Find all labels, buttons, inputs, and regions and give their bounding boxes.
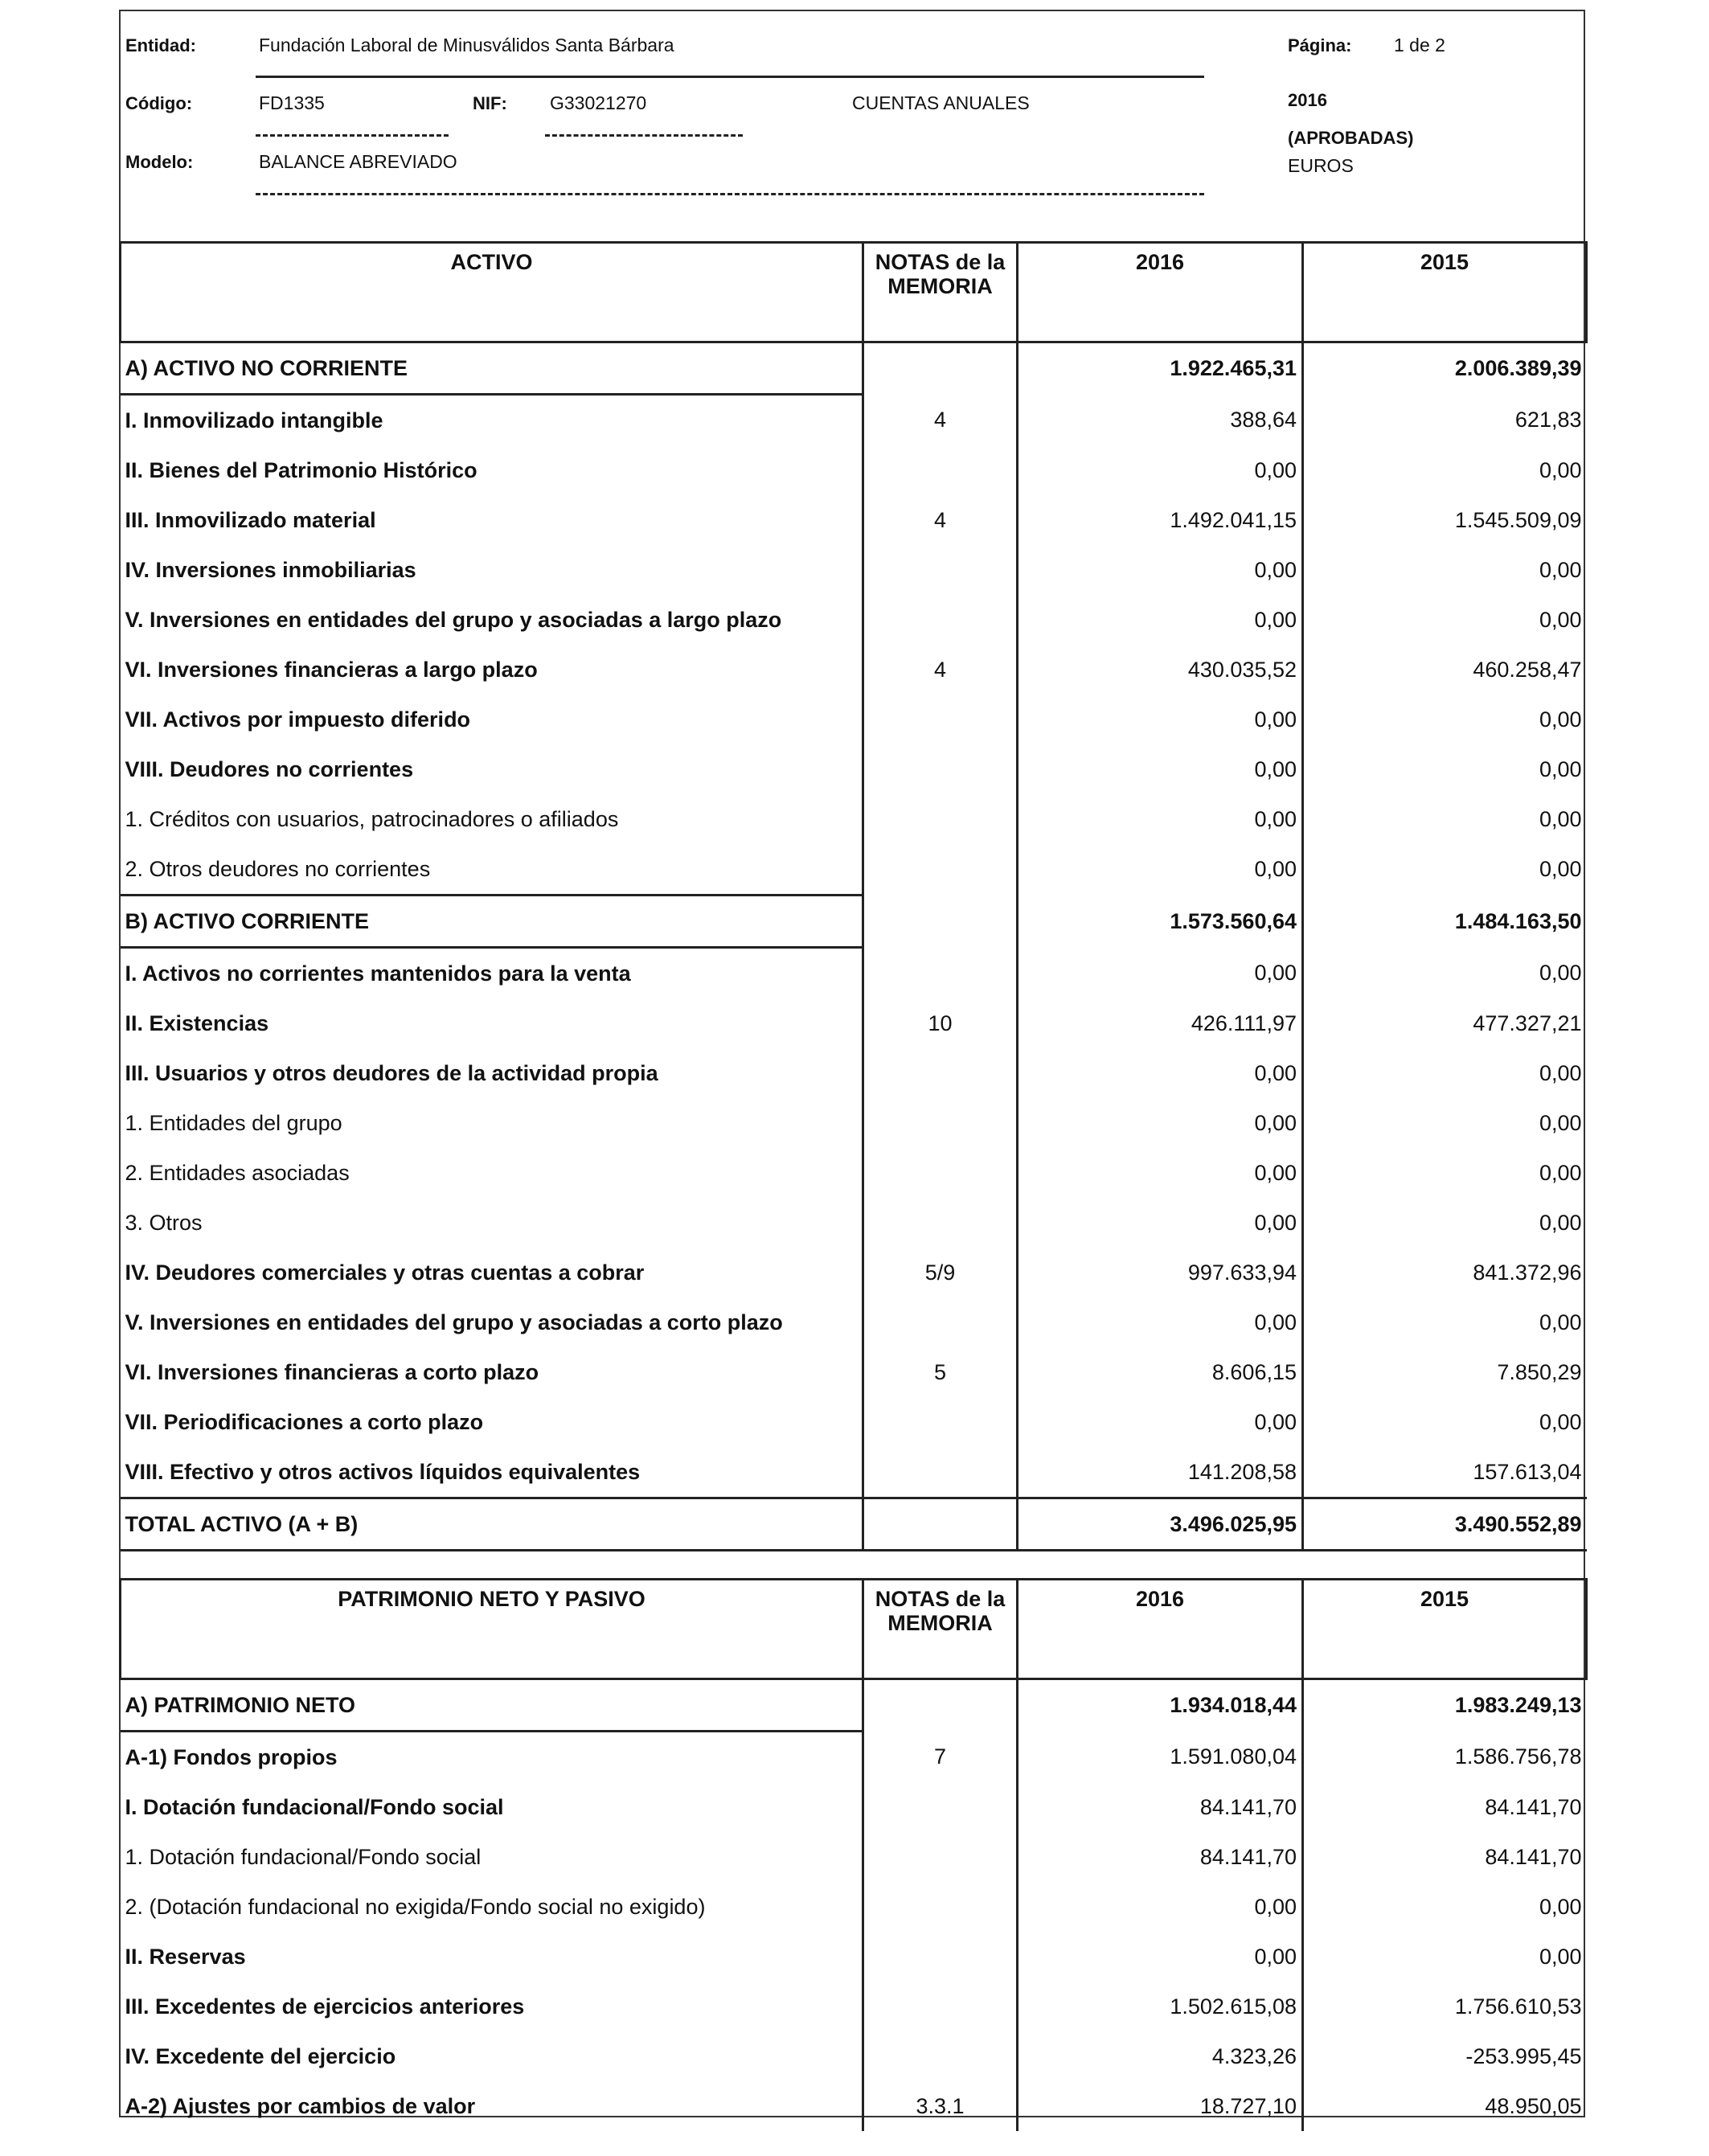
table-row	[121, 595, 1587, 645]
row-value-2015: 0,00	[1539, 1310, 1582, 1334]
row-label: VIII. Efectivo y otros activos líquidos equivalentes	[125, 1459, 641, 1484]
pagina-value: 1 de 2	[1394, 35, 1445, 55]
row-label: 2. (Dotación fundacional no exigida/Fondo social no exigido)	[125, 1894, 706, 1919]
row-label: I. Inmovilizado intangible	[125, 408, 383, 432]
row-label: 1. Dotación fundacional/Fondo social	[125, 1844, 482, 1869]
row-label: I. Activos no corrientes mantenidos para la venta	[125, 961, 631, 986]
row-value-2016: 1.922.465,31	[1018, 342, 1303, 395]
activo-header-notes: NOTAS de la MEMORIA	[863, 243, 1018, 342]
row-value-2015: 0,00	[1539, 1160, 1582, 1185]
row-label: VII. Periodificaciones a corto plazo	[125, 1409, 484, 1434]
table-row	[121, 545, 1587, 595]
table-row	[121, 744, 1587, 794]
codigo-value: FD1335	[259, 92, 325, 113]
row-value-2015: 0,00	[1539, 557, 1582, 582]
pasivo-header-concept: PATRIMONIO NETO Y PASIVO	[121, 1580, 863, 1679]
row-value-2016: 141.208,58	[1018, 1447, 1303, 1498]
pasivo-header-row	[121, 1580, 1587, 1679]
row-value-2016: 0,00	[1018, 1198, 1303, 1248]
row-note	[863, 2031, 1018, 2081]
row-value-2015: 477.327,21	[1473, 1010, 1582, 1035]
row-value-2016: 0,00	[1018, 1148, 1303, 1198]
row-label: 2. Otros deudores no corrientes	[125, 856, 431, 881]
row-label: VII. Activos por impuesto diferido	[125, 707, 471, 732]
row-note	[863, 1198, 1018, 1248]
row-label: 3. Otros	[125, 1210, 203, 1235]
row-value-2015: 0,00	[1539, 1060, 1582, 1085]
entidad-label: Entidad:	[125, 35, 196, 55]
row-value-2016: 0,00	[1018, 1397, 1303, 1447]
row-value-2016: 0,00	[1018, 1297, 1303, 1347]
row-value-2015: -253.995,45	[1465, 2043, 1582, 2068]
row-note	[863, 445, 1018, 495]
table-row	[121, 695, 1587, 744]
row-note	[863, 1297, 1018, 1347]
row-label: A-2) Ajustes por cambios de valor	[125, 2093, 476, 2118]
row-label: VIII. Deudores no corrientes	[125, 756, 414, 781]
row-label: I. Dotación fundacional/Fondo social	[125, 1794, 504, 1819]
table-row	[121, 1782, 1587, 1832]
table-row	[121, 1832, 1587, 1882]
row-note: 7	[863, 1732, 1018, 1783]
row-note: 4	[863, 495, 1018, 545]
row-value-2016: 84.141,70	[1018, 1832, 1303, 1882]
row-value-2015: 1.983.249,13	[1454, 1693, 1582, 1718]
row-value-2016: 0,00	[1018, 695, 1303, 744]
row-value-2016: 0,00	[1018, 545, 1303, 595]
row-value-2016: 4.323,26	[1018, 2031, 1303, 2081]
row-value-2016: 426.111,97	[1018, 998, 1303, 1048]
row-note	[863, 744, 1018, 794]
table-row	[121, 844, 1587, 896]
row-value-2016: 1.591.080,04	[1018, 1732, 1303, 1783]
nif-dashed-underline	[545, 134, 743, 137]
row-value-2015: 0,00	[1539, 806, 1582, 831]
row-note	[863, 695, 1018, 744]
table-row	[121, 896, 1587, 948]
row-value-2015: 1.586.756,78	[1454, 1744, 1582, 1769]
row-label: A) ACTIVO NO CORRIENTE	[121, 342, 863, 395]
table-row	[121, 1732, 1587, 1783]
row-note	[863, 1882, 1018, 1932]
table-row	[121, 645, 1587, 695]
table-row	[121, 1297, 1587, 1347]
row-value-2016: 0,00	[1018, 844, 1303, 896]
row-value-2015: 1.756.610,53	[1454, 1994, 1582, 2019]
row-note	[863, 1148, 1018, 1198]
row-note	[863, 896, 1018, 948]
row-note: 10	[863, 998, 1018, 1048]
approval-status: (APROBADAS)	[1288, 128, 1414, 148]
row-value-2015: 0,00	[1539, 1210, 1582, 1235]
codigo-label: Código:	[125, 93, 193, 113]
activo-header-2015: 2015	[1303, 243, 1587, 342]
row-value-2016: 1.502.615,08	[1018, 1982, 1303, 2031]
row-value-2016: 0,00	[1018, 1098, 1303, 1148]
row-note	[863, 1932, 1018, 1982]
table-row	[121, 1148, 1587, 1198]
row-note	[863, 1098, 1018, 1148]
activo-table	[119, 241, 1588, 1551]
row-value-2015: 841.372,96	[1473, 1260, 1582, 1285]
row-note	[863, 342, 1018, 395]
row-note	[863, 1048, 1018, 1098]
row-label: 1. Entidades del grupo	[125, 1110, 342, 1135]
row-label: B) ACTIVO CORRIENTE	[121, 896, 863, 948]
table-row	[121, 794, 1587, 844]
row-value-2015: 0,00	[1539, 1944, 1582, 1969]
table-row	[121, 342, 1587, 395]
row-value-2016: 18.727,10	[1018, 2081, 1303, 2131]
table-row	[121, 2031, 1587, 2081]
entidad-value: Fundación Laboral de Minusválidos Santa Bárbara	[259, 35, 674, 55]
row-value-2015: 0,00	[1539, 1110, 1582, 1135]
nif-label: NIF:	[473, 93, 507, 113]
row-value-2016: 0,00	[1018, 445, 1303, 495]
row-value-2015: 0,00	[1539, 756, 1582, 781]
row-value-2015: 84.141,70	[1485, 1844, 1582, 1869]
table-row	[121, 1932, 1587, 1982]
table-row	[121, 998, 1587, 1048]
row-value-2015: 0,00	[1539, 707, 1582, 732]
row-value-2015: 7.850,29	[1497, 1359, 1582, 1384]
row-value-2015: 1.545.509,09	[1454, 507, 1582, 532]
row-label: V. Inversiones en entidades del grupo y asociadas a corto plazo	[125, 1310, 783, 1334]
pasivo-header-2016: 2016	[1018, 1580, 1303, 1679]
row-value-2016: 0,00	[1018, 1882, 1303, 1932]
modelo-dashed-underline	[256, 193, 1204, 195]
row-value-2016: 0,00	[1018, 794, 1303, 844]
row-label: III. Excedentes de ejercicios anteriores	[125, 1994, 525, 2019]
table-row	[121, 1447, 1587, 1498]
row-note	[863, 545, 1018, 595]
table-row	[121, 445, 1587, 495]
row-label: TOTAL ACTIVO (A + B)	[121, 1498, 863, 1551]
row-label: II. Bienes del Patrimonio Histórico	[125, 457, 477, 482]
row-value-2015: 0,00	[1539, 1894, 1582, 1919]
table-row	[121, 495, 1587, 545]
pagina-label: Página:	[1288, 35, 1352, 55]
table-row	[121, 1679, 1587, 1732]
table-row	[121, 2081, 1587, 2131]
table-row	[121, 948, 1587, 999]
row-value-2015: 0,00	[1539, 457, 1582, 482]
row-value-2016: 0,00	[1018, 744, 1303, 794]
activo-header-row	[121, 243, 1587, 342]
table-row	[121, 1347, 1587, 1397]
row-note: 3.3.1	[863, 2081, 1018, 2131]
table-row	[121, 1048, 1587, 1098]
row-note	[863, 794, 1018, 844]
table-row	[121, 1198, 1587, 1248]
row-label: III. Inmovilizado material	[125, 507, 376, 532]
row-value-2015: 0,00	[1539, 960, 1582, 985]
row-value-2016: 1.492.041,15	[1018, 495, 1303, 545]
row-value-2016: 1.934.018,44	[1018, 1679, 1303, 1732]
row-value-2015: 2.006.389,39	[1454, 356, 1582, 381]
row-value-2016: 8.606,15	[1018, 1347, 1303, 1397]
row-note	[863, 844, 1018, 896]
table-row	[121, 1982, 1587, 2031]
row-label: II. Reservas	[125, 1944, 246, 1969]
row-value-2015: 84.141,70	[1485, 1794, 1582, 1819]
row-value-2015: 3.490.552,89	[1303, 1498, 1587, 1551]
row-value-2016: 0,00	[1018, 595, 1303, 645]
row-value-2016: 1.573.560,64	[1018, 896, 1303, 948]
table-row	[121, 1882, 1587, 1932]
nif-value: G33021270	[550, 92, 647, 113]
row-value-2015: 0,00	[1539, 607, 1582, 632]
row-note: 5	[863, 1347, 1018, 1397]
row-value-2015: 0,00	[1539, 857, 1582, 882]
row-label: II. Existencias	[125, 1010, 269, 1035]
document-type: CUENTAS ANUALES	[852, 92, 1030, 113]
currency: EUROS	[1288, 155, 1354, 176]
row-note	[863, 948, 1018, 999]
table-row	[121, 1248, 1587, 1297]
entidad-underline	[256, 76, 1204, 78]
row-note: 4	[863, 645, 1018, 695]
pasivo-header-2015: 2015	[1303, 1580, 1587, 1679]
table-row	[121, 395, 1587, 446]
section-spacer	[119, 1531, 1585, 1580]
row-note	[863, 1782, 1018, 1832]
row-value-2015: 48.950,05	[1485, 2093, 1582, 2118]
row-note	[863, 1447, 1018, 1498]
row-value-2016: 0,00	[1018, 1048, 1303, 1098]
row-note	[863, 1982, 1018, 2031]
row-label: A) PATRIMONIO NETO	[121, 1679, 863, 1732]
row-label: IV. Inversiones inmobiliarias	[125, 557, 416, 582]
row-label: IV. Deudores comerciales y otras cuentas a cobrar	[125, 1260, 645, 1285]
row-label: 2. Entidades asociadas	[125, 1160, 350, 1185]
row-value-2015: 621,83	[1514, 407, 1582, 432]
row-label: VI. Inversiones financieras a corto plazo	[125, 1359, 539, 1384]
table-row	[121, 1098, 1587, 1148]
row-value-2016: 430.035,52	[1018, 645, 1303, 695]
row-label: IV. Excedente del ejercicio	[125, 2043, 396, 2068]
pasivo-header-notes: NOTAS de la MEMORIA	[863, 1580, 1018, 1679]
row-note	[863, 1832, 1018, 1882]
row-label: VI. Inversiones financieras a largo plazo	[125, 657, 538, 682]
row-value-2016: 3.496.025,95	[1018, 1498, 1303, 1551]
row-note: 5/9	[863, 1248, 1018, 1297]
row-value-2016: 388,64	[1018, 395, 1303, 446]
modelo-label: Modelo:	[125, 152, 194, 172]
row-value-2016: 997.633,94	[1018, 1248, 1303, 1297]
activo-header-2016: 2016	[1018, 243, 1303, 342]
row-label: III. Usuarios y otros deudores de la actividad propia	[125, 1060, 658, 1085]
row-value-2016: 0,00	[1018, 948, 1303, 999]
row-label: 1. Créditos con usuarios, patrocinadores o afiliados	[125, 806, 619, 831]
row-note	[863, 1397, 1018, 1447]
activo-header-concept: ACTIVO	[121, 243, 863, 342]
row-value-2016: 0,00	[1018, 1932, 1303, 1982]
codigo-dashed-underline	[256, 134, 449, 137]
row-value-2016: 84.141,70	[1018, 1782, 1303, 1832]
table-row	[121, 1397, 1587, 1447]
row-label: V. Inversiones en entidades del grupo y asociadas a largo plazo	[125, 607, 782, 632]
row-value-2015: 1.484.163,50	[1454, 908, 1582, 933]
row-note	[863, 1679, 1018, 1732]
fiscal-year: 2016	[1288, 90, 1327, 110]
row-value-2015: 157.613,04	[1473, 1459, 1582, 1484]
row-value-2015: 460.258,47	[1473, 657, 1582, 682]
row-note	[863, 595, 1018, 645]
pasivo-table	[119, 1578, 1588, 2131]
modelo-value: BALANCE ABREVIADO	[259, 151, 457, 172]
row-label: A-1) Fondos propios	[125, 1744, 338, 1769]
row-value-2015: 0,00	[1539, 1409, 1582, 1434]
row-note: 4	[863, 395, 1018, 446]
